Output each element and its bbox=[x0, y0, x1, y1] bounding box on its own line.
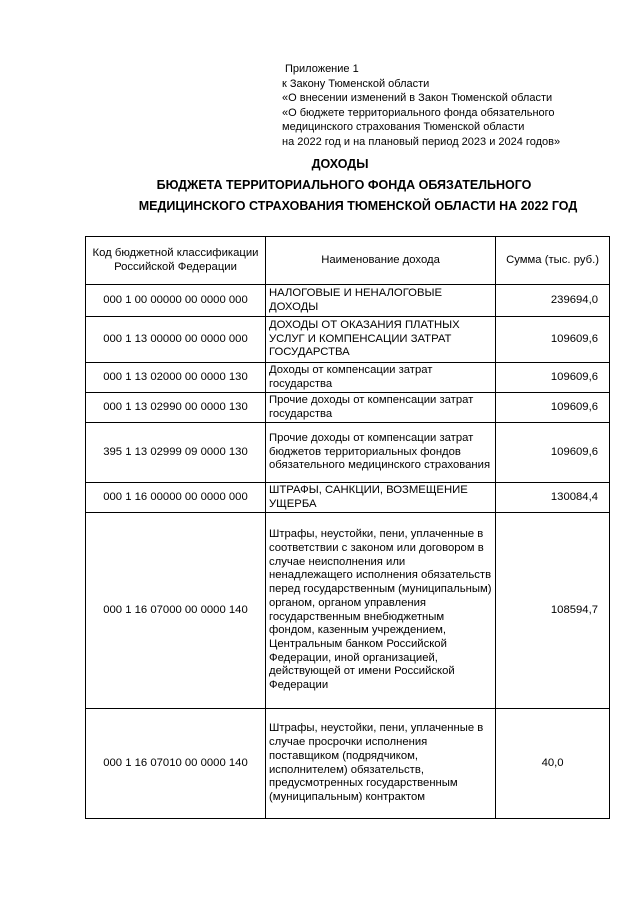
row-code: 000 1 16 07010 00 0000 140 bbox=[86, 709, 266, 819]
appendix-line: медицинского страхования Тюменской области bbox=[282, 121, 525, 134]
row-name: НАЛОГОВЫЕ И НЕНАЛОГОВЫЕ ДОХОДЫ bbox=[265, 285, 495, 317]
row-code: 000 1 00 00000 00 0000 000 bbox=[86, 285, 266, 317]
table-row bbox=[86, 513, 610, 709]
row-sum: 109609,6 bbox=[496, 363, 610, 393]
row-sum: 109609,6 bbox=[496, 393, 610, 423]
row-sum: 239694,0 bbox=[496, 285, 610, 317]
table-header-row bbox=[86, 237, 610, 285]
row-code: 395 1 13 02999 09 0000 130 bbox=[86, 423, 266, 483]
table-row bbox=[86, 285, 610, 317]
row-name: Штрафы, неустойки, пени, уплаченные в соответствии с законом или договором в случае неисполнения или ненадлежащего исполнения обязательств перед государственным (муниципальным) органом, органом управления государственным внебюджетным фондом, казенным учреждением, Центральным банком Российской Федерации, иной организацией, действующей от имени Российской Федерации bbox=[265, 513, 495, 709]
heading-subtitle-line-2: МЕДИЦИНСКОГО СТРАХОВАНИЯ ТЮМЕНСКОЙ ОБЛАСТИ НА 2022 ГОД bbox=[138, 199, 578, 213]
table-row bbox=[86, 317, 610, 363]
row-sum: 40,0 bbox=[496, 709, 610, 819]
table-row bbox=[86, 483, 610, 513]
row-sum: 108594,7 bbox=[496, 513, 610, 709]
table-row bbox=[86, 393, 610, 423]
header-code: Код бюджетной классификации Российской Федерации bbox=[86, 237, 266, 285]
row-code: 000 1 13 02000 00 0000 130 bbox=[86, 363, 266, 393]
row-sum: 130084,4 bbox=[496, 483, 610, 513]
appendix-line: на 2022 год и на плановый период 2023 и 2024 годов» bbox=[282, 135, 561, 148]
row-sum: 109609,6 bbox=[496, 317, 610, 363]
header-name: Наименование дохода bbox=[265, 237, 495, 285]
row-name: ДОХОДЫ ОТ ОКАЗАНИЯ ПЛАТНЫХ УСЛУГ И КОМПЕНСАЦИИ ЗАТРАТ ГОСУДАРСТВА bbox=[265, 317, 495, 363]
row-code: 000 1 16 07000 00 0000 140 bbox=[86, 513, 266, 709]
appendix-line: «О внесении изменений в Закон Тюменской области bbox=[282, 92, 553, 105]
row-sum: 109609,6 bbox=[496, 423, 610, 483]
appendix-line: Приложение 1 bbox=[285, 63, 359, 75]
appendix-block bbox=[282, 62, 560, 150]
appendix-line: «О бюджете территориального фонда обязательного bbox=[282, 106, 555, 119]
heading-title: ДОХОДЫ bbox=[311, 157, 369, 171]
row-name: ШТРАФЫ, САНКЦИИ, ВОЗМЕЩЕНИЕ УЩЕРБА bbox=[265, 483, 495, 513]
table-row bbox=[86, 363, 610, 393]
row-code: 000 1 13 02990 00 0000 130 bbox=[86, 393, 266, 423]
row-name: Штрафы, неустойки, пени, уплаченные в случае просрочки исполнения поставщиком (подрядчиком, исполнителем) обязательств, предусмотренных государственным (муниципальным) контрактом bbox=[265, 709, 495, 819]
table-row bbox=[86, 709, 610, 819]
row-name: Прочие доходы от компенсации затрат государства bbox=[265, 393, 495, 423]
document-heading bbox=[0, 154, 640, 217]
heading-subtitle-line-1: БЮДЖЕТА ТЕРРИТОРИАЛЬНОГО ФОНДА ОБЯЗАТЕЛЬНОГО bbox=[156, 178, 532, 192]
row-name: Прочие доходы от компенсации затрат бюджетов территориальных фондов обязательного медицинского страхования bbox=[265, 423, 495, 483]
header-sum: Сумма (тыс. руб.) bbox=[496, 237, 610, 285]
income-table bbox=[85, 236, 610, 819]
row-code: 000 1 13 00000 00 0000 000 bbox=[86, 317, 266, 363]
appendix-line: к Закону Тюменской области bbox=[282, 77, 430, 90]
row-code: 000 1 16 00000 00 0000 000 bbox=[86, 483, 266, 513]
table-row bbox=[86, 423, 610, 483]
row-name: Доходы от компенсации затрат государства bbox=[265, 363, 495, 393]
